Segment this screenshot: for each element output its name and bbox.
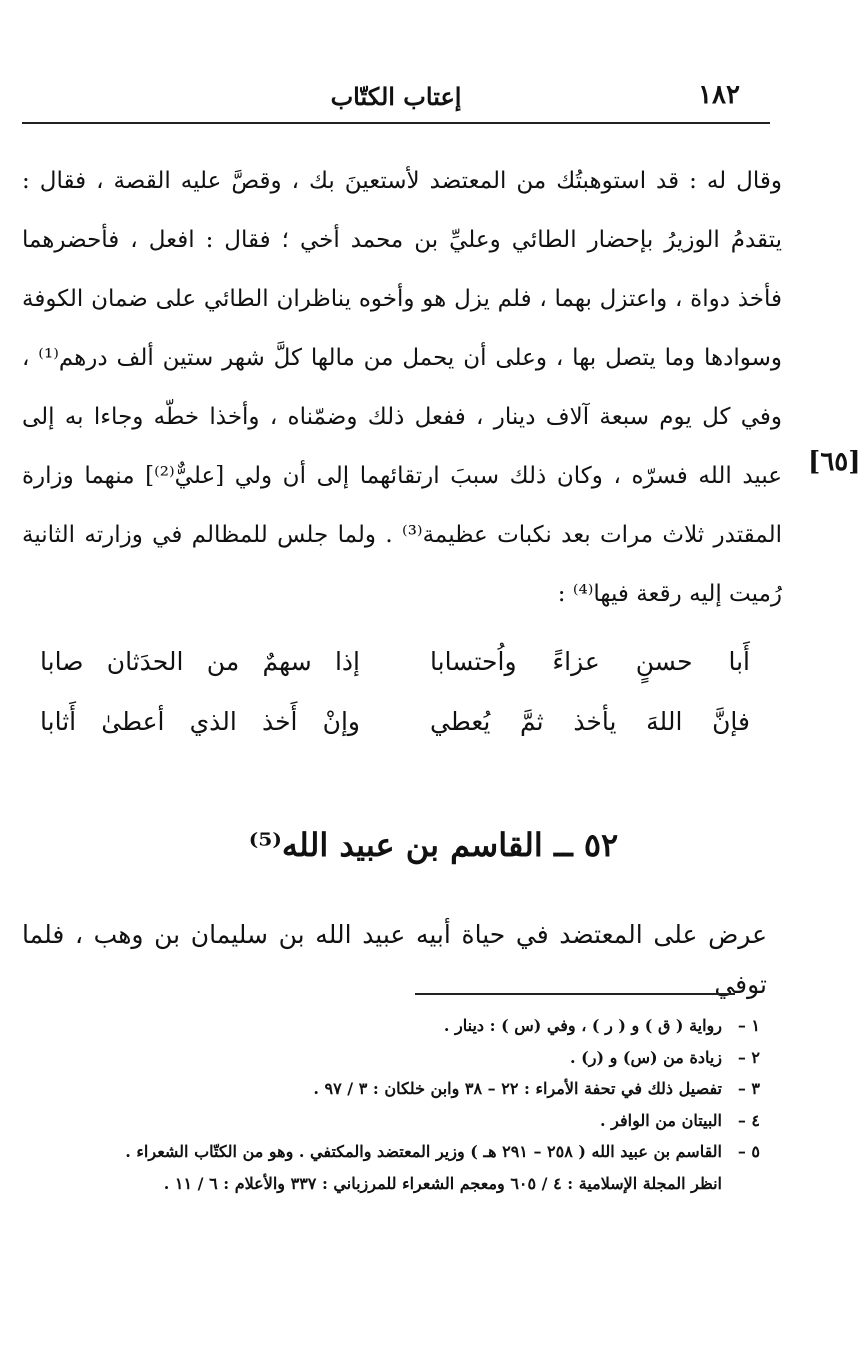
poem-verse [40, 692, 750, 752]
footnote-text: القاسم بن عبيد الله ( ٢٥٨ – ٢٩١ هـ ) وزير المعتضد والمكتفي . وهو من الكتّاب الشعراء . [125, 1142, 722, 1161]
footnote-number: ٣ – [737, 1079, 760, 1098]
page-number: ١٨٢ [698, 80, 740, 110]
footnote-text: البيتان من الوافر . [600, 1110, 722, 1130]
footnote [60, 1042, 760, 1074]
poem-second-hemistich: وإنْ أَخذ الذي أعطىٰ أَثابا [40, 707, 360, 736]
page-header [22, 74, 770, 118]
footnote [60, 1105, 760, 1137]
header-rule [22, 122, 770, 124]
footnote [60, 1010, 760, 1042]
footnote-text: زيادة من (س) و (ر) . [570, 1047, 722, 1067]
footnote-continuation: انظر المجلة الإسلامية : ٤ / ٦٠٥ ومعجم الشعراء للمرزباني : ٣٣٧ والأعلام : ٦ / ١١ . [163, 1173, 722, 1193]
poem-first-hemistich: فإنَّ اللهَ يأخذ ثمَّ يُعطي [430, 707, 750, 736]
poem-first-hemistich: أَبا حسنٍ عزاءً واُحتسابا [430, 647, 750, 676]
poem-verse [40, 632, 750, 692]
footnote-text: تفصيل ذلك في تحفة الأمراء : ٢٢ – ٣٨ وابن خلكان : ٣ / ٩٧ . [313, 1079, 722, 1098]
footnote-number: ١ – [737, 1016, 760, 1035]
footnote [60, 1136, 760, 1168]
body-text [22, 152, 782, 624]
footnote-rule [415, 993, 735, 995]
footnote-number: ٥ – [737, 1142, 760, 1161]
section-text: عرض على المعتضد في حياة أبيه عبيد الله بن سليمان بن وهب ، فلما توفي [22, 920, 767, 999]
body-paragraph: وقال له : قد استوهبتُك من المعتضد لأستعينَ بك ، وقصَّ عليه القصة ، فقال : يتقدمُ الوزيرُ بإحضار الطائي وعليِّ بن محمد أخي ؛ فقال : افعل ، فأحضرهما فأخذ دواة ، واعتزل بهما ، فلم يزل هو وأخوه يناظران الطائي على ضمان الكوفة وسوادها وما يتصل بها ، وعلى أن يحمل من مالها كلَّ شهر ستين ألف درهم⁽¹⁾ ، وفي كل يوم سبعة آلاف دينار ، ففعل ذلك وضمّناه ، وأخذا خطّه وجاءا به إلى عبيد الله فسرّه ، وكان ذلك سببَ ارتقائهما إلى أن ولي [عليٌّ⁽²⁾] منهما وزارة المقتدر ثلاث مرات بعد نكبات عظيمة⁽³⁾ . ولما جلس للمظالم في وزارته الثانية رُميت إليه رقعة فيها⁽⁴⁾ : [22, 168, 783, 607]
margin-page-reference: [٦٥] [808, 447, 861, 477]
poem-second-hemistich: إذا سهمٌ من الحدَثان صابا [40, 647, 360, 676]
running-title: إعتاب الكتّاب [330, 82, 462, 111]
footnote-text: رواية ( ق ) و ( ر ) ، وفي (س ) : دينار . [443, 1016, 722, 1035]
footnote-number: ٤ – [737, 1110, 760, 1130]
footnote [60, 1073, 760, 1105]
poem [40, 632, 750, 752]
footnotes [60, 1010, 760, 1199]
section-heading: ٥٢ ــ القاسم بن عبيد الله⁽⁵⁾ [248, 826, 619, 864]
footnote-number: ٢ – [737, 1047, 760, 1067]
